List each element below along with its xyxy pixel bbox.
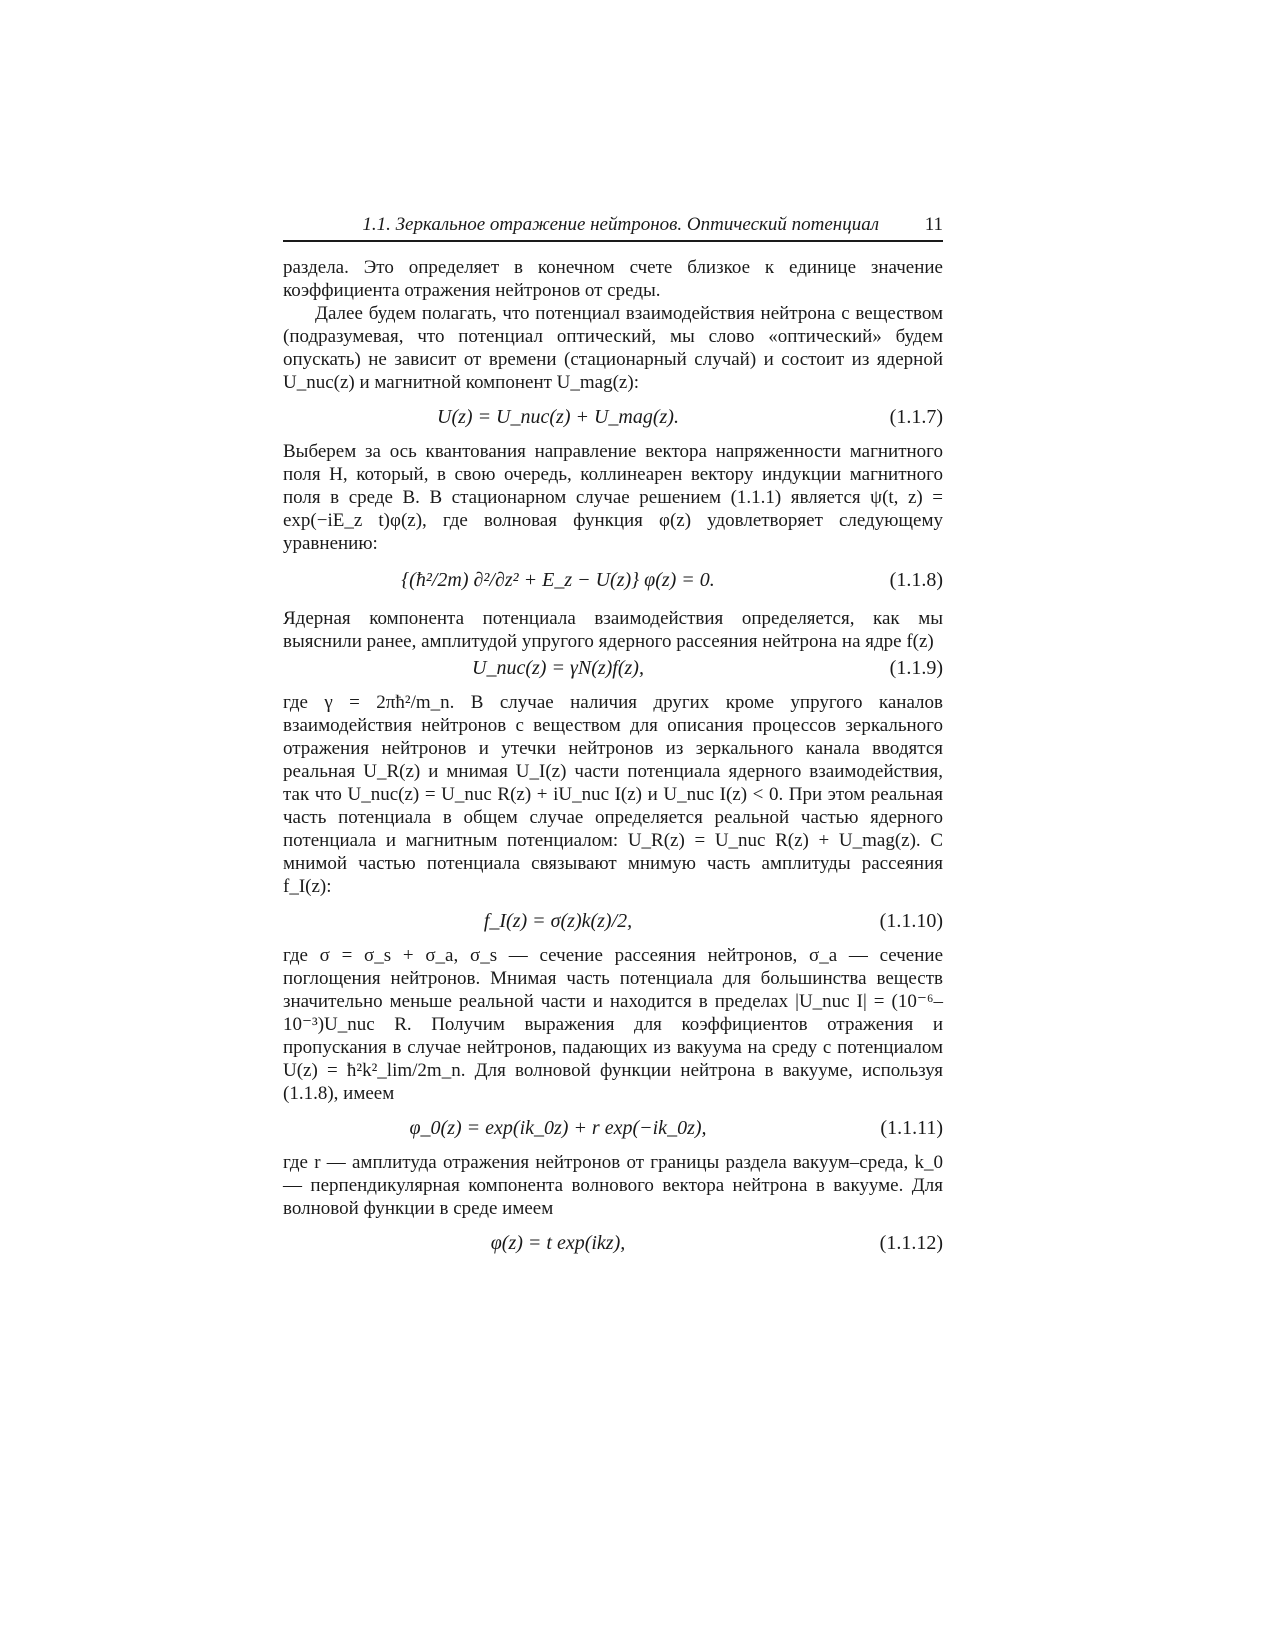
page-number: 11 (924, 214, 943, 235)
paragraph-4: Ядерная компонента потенциала взаимодействия определяется, как мы выяснили ранее, амплитудой упругого ядерного рассеяния нейтрона на ядре f(z) (283, 608, 943, 652)
paragraph-2: Далее будем полагать, что потенциал взаимодействия нейтрона с веществом (подразумевая, что потенциал оптический, мы слово «оптический» будем опускать) не зависит от времени (стационарный случай) и состоит из ядерной U_nuc(z) и магнитной компонент U_mag(z): (283, 303, 943, 393)
paragraph-3: Выберем за ось квантования направление вектора напряженности магнитного поля H, который, в свою очередь, коллинеарен вектору индукции магнитного поля в среде B. В стационарном случае решением (1.1.1) является ψ(t, z) = exp(−iE_z t)φ(z), где волновая функция φ(z) удовлетворяет следующему уравнению: (283, 441, 943, 554)
equation-number: (1.1.10) (879, 910, 943, 932)
paragraph-1: раздела. Это определяет в конечном счете близкое к единице значение коэффициента отражения нейтронов от среды. (283, 257, 943, 301)
equation-number: (1.1.9) (889, 657, 943, 679)
paragraph-7: где r — амплитуда отражения нейтронов от границы раздела вакуум–среда, k_0 — перпендикулярная компонента волнового вектора нейтрона в вакууме. Для волновой функции в среде имеем (283, 1152, 943, 1219)
page (283, 212, 943, 1266)
equation-body: U_nuc(z) = γN(z)f(z), (472, 657, 644, 679)
equation-1-1-9 (283, 653, 943, 691)
equation-body: φ(z) = t exp(ikz), (490, 1232, 626, 1254)
equation-body: f_I(z) = σ(z)k(z)/2, (483, 910, 633, 932)
equation-number: (1.1.12) (879, 1232, 943, 1254)
equation-1-1-12 (283, 1220, 943, 1266)
running-head (283, 212, 943, 242)
body-text (283, 256, 943, 1266)
equation-1-1-11 (283, 1105, 943, 1151)
equation-body: {(ħ²/2m) ∂²/∂z² + E_z − U(z)} φ(z) = 0. (401, 569, 715, 591)
equation-body: U(z) = U_nuc(z) + U_mag(z). (437, 406, 679, 428)
running-title: 1.1. Зеркальное отражение нейтронов. Оптический потенциал (362, 214, 879, 235)
paragraph-6: где σ = σ_s + σ_a, σ_s — сечение рассеяния нейтронов, σ_a — сечение поглощения нейтронов. Мнимая часть потенциала для большинства веществ значительно меньше реальной части и находится в пределах |U_nuc I| = (10⁻⁶–10⁻³)U_nuc R. Получим выражения для коэффициентов отражения и пропускания в случае нейтронов, падающих из вакуума на среду с потенциалом U(z) = ħ²k²_lim/2m_n. Для волновой функции нейтрона в вакууме, используя (1.1.8), имеем (283, 945, 943, 1104)
equation-1-1-8 (283, 555, 943, 607)
equation-1-1-7 (283, 394, 943, 440)
equation-1-1-10 (283, 898, 943, 944)
equation-number: (1.1.11) (880, 1117, 943, 1139)
equation-number: (1.1.7) (889, 406, 943, 428)
equation-body: φ_0(z) = exp(ik_0z) + r exp(−ik_0z), (409, 1117, 707, 1139)
paragraph-5: где γ = 2πħ²/m_n. В случае наличия других кроме упругого каналов взаимодействия нейтронов с веществом для описания процессов зеркального отражения нейтронов и утечки нейтронов из зеркального канала вводятся реальная U_R(z) и мнимая U_I(z) части потенциала ядерного взаимодействия, так что U_nuc(z) = U_nuc R(z) + iU_nuc I(z) и U_nuc I(z) < 0. При этом реальная часть потенциала в общем случае определяется реальной частью ядерного потенциала и магнитным потенциалом: U_R(z) = U_nuc R(z) + U_mag(z). С мнимой частью потенциала связывают мнимую часть амплитуды рассеяния f_I(z): (283, 692, 943, 897)
equation-number: (1.1.8) (889, 569, 943, 591)
